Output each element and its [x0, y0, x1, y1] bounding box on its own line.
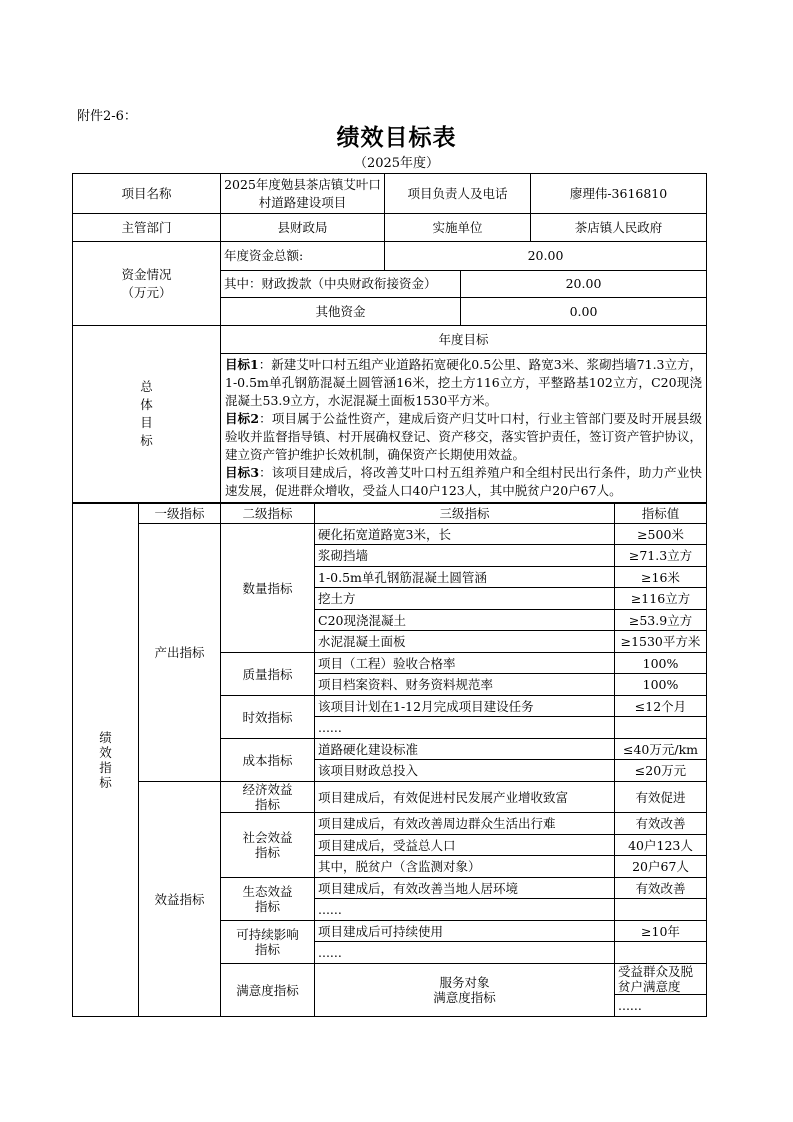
goal-item-1 [225, 356, 702, 410]
indicator-value: ≤12个月 [615, 696, 707, 717]
indicator-name: 硬化拓宽道路宽3米，长 [315, 524, 615, 545]
quality-indicator-label: 质量指标 [221, 653, 315, 696]
goal-item-2 [225, 410, 702, 464]
funds-fiscal-label: 其中：财政拨款（中央财政衔接资金） [221, 271, 461, 298]
indicator-value: 100% [615, 653, 707, 674]
goal-tag-1: 目标1 [225, 357, 259, 372]
performance-indicator-label: 绩 效 指 标 [73, 504, 139, 1017]
indicator-name: ...... [315, 717, 615, 739]
dept-label: 主管部门 [73, 214, 221, 242]
indicator-value: ≥53.9立方 [615, 610, 707, 631]
indicator-name: C20现浇混凝土 [315, 610, 615, 631]
indicator-name: 项目建成后，受益总人口 [315, 835, 615, 856]
indicator-name: 受益群众及脱贫户满意度 [615, 964, 707, 995]
eco-indicator-label: 生态效益 指标 [221, 878, 315, 921]
impl-value: 茶店镇人民政府 [531, 214, 707, 242]
cost-indicator-label: 成本指标 [221, 739, 315, 782]
output-indicator-label: 产出指标 [139, 524, 221, 782]
funds-label: 资金情况 （万元） [73, 242, 221, 326]
indicator-name: 道路硬化建设标准 [315, 739, 615, 760]
indicator-name: 项目建成后，有效促进村民发展产业增收致富 [315, 782, 615, 813]
funds-other-value: 0.00 [461, 298, 707, 326]
time-indicator-label: 时效指标 [221, 696, 315, 739]
indicator-name: 该项目财政总投入 [315, 760, 615, 782]
indicator-name: 浆砌挡墙 [315, 545, 615, 567]
header-level3: 三级指标 [315, 504, 615, 524]
indicator-value [615, 899, 707, 921]
indicator-value: ≤40万元/km [615, 739, 707, 760]
goal-text-2: ：项目属于公益性资产，建成后资产归艾叶口村，行业主管部门要及时开展县级验收并监督指导镇、村开展确权登记、资产移交，落实管护责任，签订资产管护协议，建立资产管护维护长效机制，确保资产长期使用效益。 [225, 411, 703, 462]
indicator-name: 水泥混凝土面板 [315, 631, 615, 653]
indicator-name: 项目建成后可持续使用 [315, 921, 615, 942]
funds-other-label: 其他资金 [221, 298, 461, 326]
goal-item-3 [225, 464, 702, 500]
funds-fiscal-value: 20.00 [461, 271, 707, 298]
indicator-name: ...... [315, 942, 615, 964]
funds-total-label: 年度资金总额: [221, 242, 385, 271]
indicator-value: ≥10年 [615, 921, 707, 942]
indicator-value: ≥1530平方米 [615, 631, 707, 653]
goal-tag-3: 目标3 [225, 465, 260, 480]
indicator-name: ...... [315, 899, 615, 921]
header-level1: 一级指标 [139, 504, 221, 524]
header-level2: 二级指标 [221, 504, 315, 524]
page-title: 绩效目标表 [336, 124, 457, 151]
indicator-name: 其中，脱贫户（含监测对象） [315, 856, 615, 878]
indicator-table [72, 503, 707, 1017]
benefit-indicator-label: 效益指标 [139, 782, 221, 1017]
indicator-value: ≥71.3立方 [615, 545, 707, 567]
indicator-value: 有效改善 [615, 878, 707, 899]
project-name: 2025年度勉县茶店镇艾叶口村道路建设项目 [221, 174, 385, 214]
indicator-value: 有效促进 [615, 782, 707, 813]
dept-value: 县财政局 [221, 214, 385, 242]
contact-value: 廖理伟-3616810 [531, 174, 707, 214]
indicator-value: ≥116立方 [615, 588, 707, 610]
impl-label: 实施单位 [385, 214, 531, 242]
indicator-value: 有效改善 [615, 813, 707, 835]
indicator-value: 100% [615, 674, 707, 696]
contact-label: 项目负责人及电话 [385, 174, 531, 214]
indicator-name: 1-0.5m单孔钢筋混凝土圆管涵 [315, 567, 615, 588]
goal-tag-2: 目标2 [225, 411, 260, 426]
indicator-value: 40户123人 [615, 835, 707, 856]
service-satisfaction-label: 服务对象 满意度指标 [315, 964, 615, 1017]
year-label: （2025年度） [353, 156, 440, 171]
goal-text-1: ：新建艾叶口村五组产业道路拓宽硬化0.5公里、路宽3米、浆砌挡墙71.3立方，1-0.5m单孔钢筋混凝土圆管涵16米，挖土方116立方，平整路基102立方，C20现浇混凝土53.9立方，水泥混凝土面板1530平方米。 [225, 357, 703, 408]
indicator-name: 项目档案资料、财务资料规范率 [315, 674, 615, 696]
indicator-name: ...... [615, 995, 707, 1017]
indicator-value [615, 717, 707, 739]
sustain-indicator-label: 可持续影响 指标 [221, 921, 315, 964]
overall-goal-label: 总 体 目 标 [73, 326, 221, 503]
project-info-table [72, 173, 707, 503]
indicator-name: 项目建成后，有效改善当地人居环境 [315, 878, 615, 899]
indicator-value: 20户67人 [615, 856, 707, 878]
goal-text-3: ：该项目建成后，将改善艾叶口村五组养殖户和全组村民出行条件，助力产业快速发展，促进群众增收，受益人口40户123人，其中脱贫户20户67人。 [225, 465, 703, 498]
project-name-label: 项目名称 [73, 174, 221, 214]
indicator-value: ≥16米 [615, 567, 707, 588]
indicator-name: 该项目计划在1-12月完成项目建设任务 [315, 696, 615, 717]
satisfaction-indicator-label: 满意度指标 [221, 964, 315, 1017]
attachment-label: 附件2-6： [77, 109, 137, 124]
quantity-indicator-label: 数量指标 [221, 524, 315, 653]
indicator-name: 挖土方 [315, 588, 615, 610]
economic-indicator-label: 经济效益 指标 [221, 782, 315, 813]
indicator-value: ≤20万元 [615, 760, 707, 782]
annual-goal-header: 年度目标 [221, 326, 707, 354]
indicator-name: 项目建成后，有效改善周边群众生活出行难 [315, 813, 615, 835]
indicator-value: ≥500米 [615, 524, 707, 545]
goal-text-cell [221, 354, 707, 503]
social-indicator-label: 社会效益 指标 [221, 813, 315, 878]
funds-total-value: 20.00 [385, 242, 707, 271]
indicator-value [615, 942, 707, 964]
header-value: 指标值 [615, 504, 707, 524]
indicator-name: 项目（工程）验收合格率 [315, 653, 615, 674]
